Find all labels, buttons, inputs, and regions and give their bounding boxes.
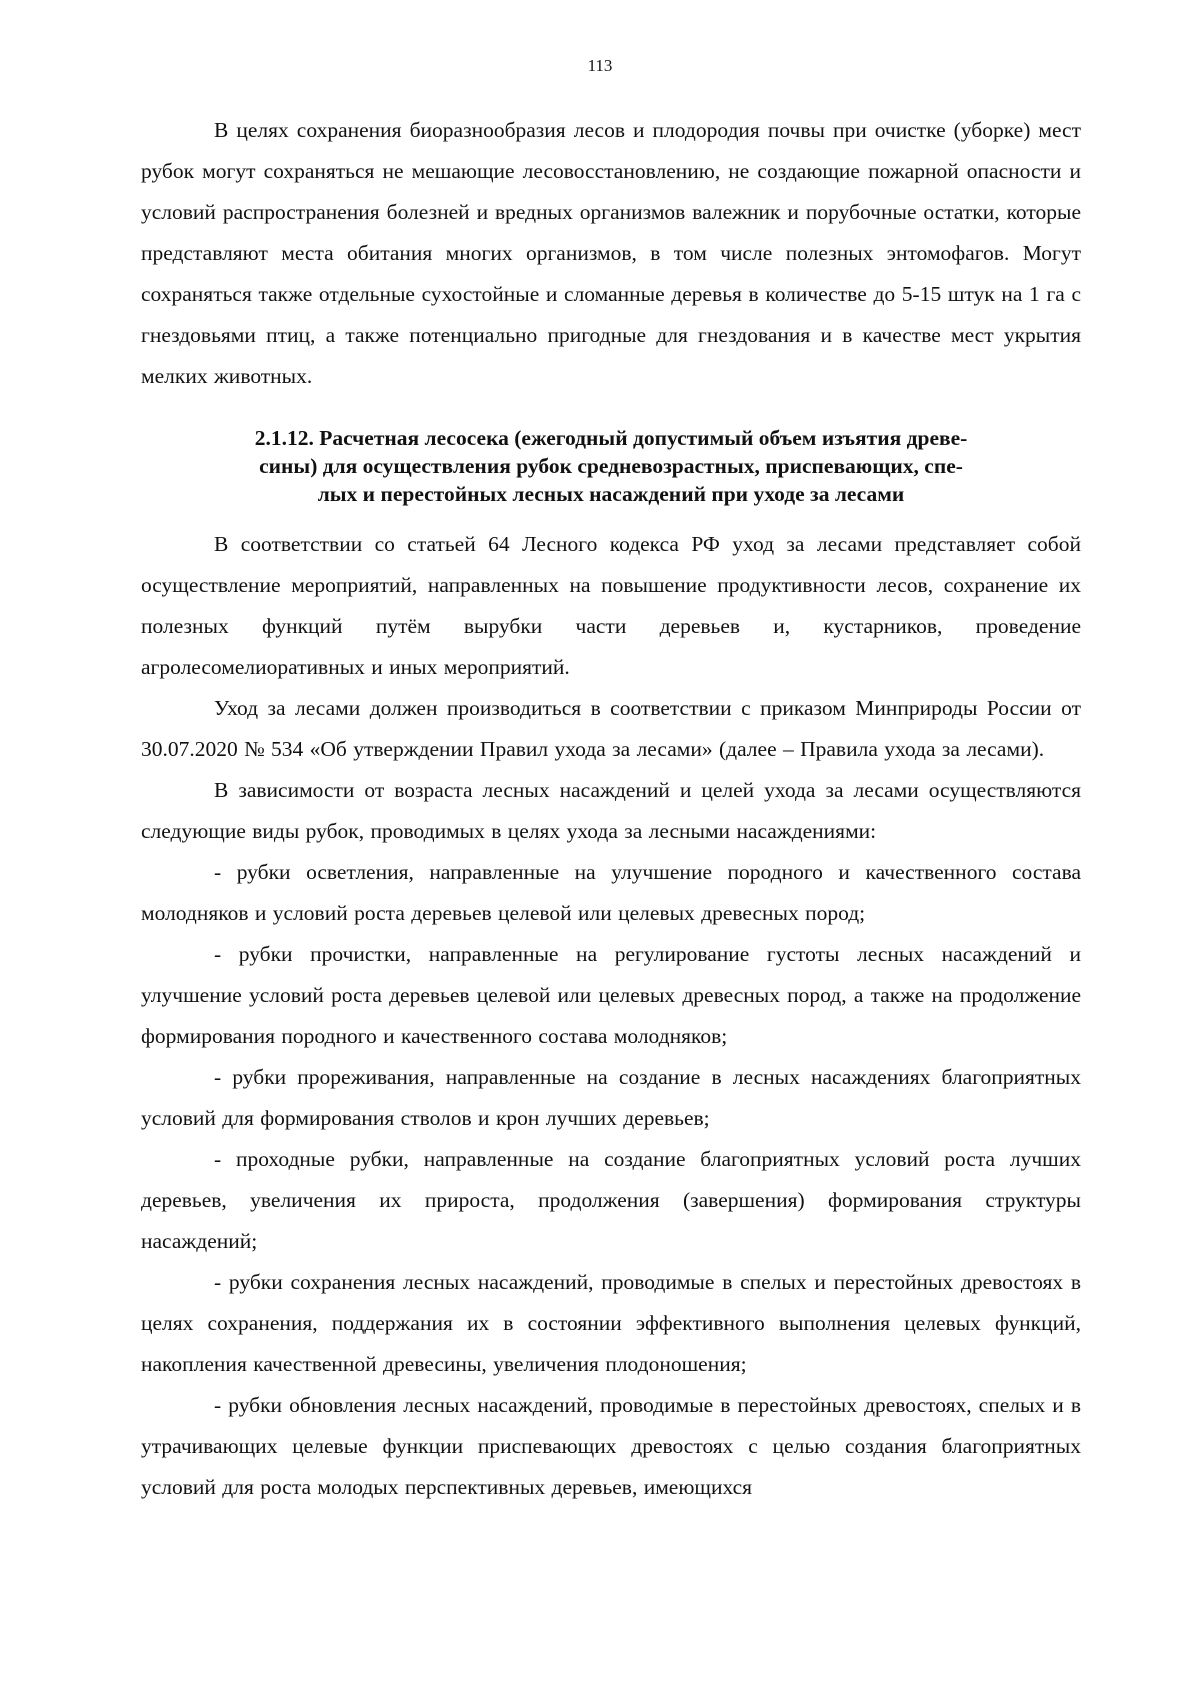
section-heading-line-3: лых и перестойных лесных насаждений при уходе за лесами (317, 482, 905, 506)
section-heading-line-2: сины) для осуществления рубок средневозрастных, приспевающих, спе- (259, 454, 963, 478)
paragraph-ministry-order: Уход за лесами должен производиться в соответствии с приказом Минприроды России от 30.07.2020 № 534 «Об утверждении Правил ухода за лесами» (далее – Правила ухода за лесами). (141, 696, 1081, 761)
paragraph-felling-types-intro: В зависимости от возраста лесных насаждений и целей ухода за лесами осуществляются следующие виды рубок, проводимых в целях ухода за лесными насаждениями: (141, 778, 1081, 843)
list-item-passage-felling: - проходные рубки, направленные на создание благоприятных условий роста лучших деревьев, увеличения их прироста, продолжения (завершения) формирования структуры насаждений; (141, 1147, 1081, 1253)
list-item-preservation-felling: - рубки сохранения лесных насаждений, проводимые в спелых и перестойных древостоях в целях сохранения, поддержания их в состоянии эффективного выполнения целевых функций, накопления качественной древесины, увеличения плодоношения; (141, 1270, 1081, 1376)
main-text-block (141, 524, 1081, 1508)
section-heading-line-1: 2.1.12. Расчетная лесосека (ежегодный допустимый объем изъятия древе- (254, 426, 968, 450)
intro-paragraph: В целях сохранения биоразнообразия лесов и плодородия почвы при очистке (уборке) мест рубок могут сохраняться не мешающие лесовосстановлению, не создающие пожарной опасности и условий распространения болезней и вредных организмов валежник и порубочные остатки, которые представляют места обитания многих организмов, в том числе полезных энтомофагов. Могут сохраняться также отдельные сухостойные и сломанные деревья в количестве до 5-15 штук на 1 га с гнездовьями птиц, а также потенциально пригодные для гнездования и в качестве мест укрытия мелких животных. (141, 118, 1081, 388)
paragraph-forest-code: В соответствии со статьей 64 Лесного кодекса РФ уход за лесами представляет собой осуществление мероприятий, направленных на повышение продуктивности лесов, сохранение их полезных функций путём вырубки части деревьев и, кустарников, проведение агролесомелиоративных и иных мероприятий. (141, 532, 1081, 679)
intro-text-block (141, 110, 1081, 397)
list-item-renewal-felling: - рубки обновления лесных насаждений, проводимые в перестойных древостоях, спелых и в утрачивающих целевые функции приспевающих древостоях с целью создания благоприятных условий для роста молодых перспективных деревьев, имеющихся (141, 1393, 1081, 1499)
list-item-clearing: - рубки осветления, направленные на улучшение породного и качественного состава молодняков и условий роста деревьев целевой или целевых древесных пород; (141, 860, 1081, 925)
list-item-thinning: - рубки прореживания, направленные на создание в лесных насаждениях благоприятных условий для формирования стволов и крон лучших деревьев; (141, 1065, 1081, 1130)
page-number: 113 (587, 56, 613, 75)
list-item-cleaning: - рубки прочистки, направленные на регулирование густоты лесных насаждений и улучшение условий роста деревьев целевой или целевых древесных пород, а также на продолжение формирования породного и качественного состава молодняков; (141, 942, 1081, 1048)
section-heading (141, 424, 1081, 508)
